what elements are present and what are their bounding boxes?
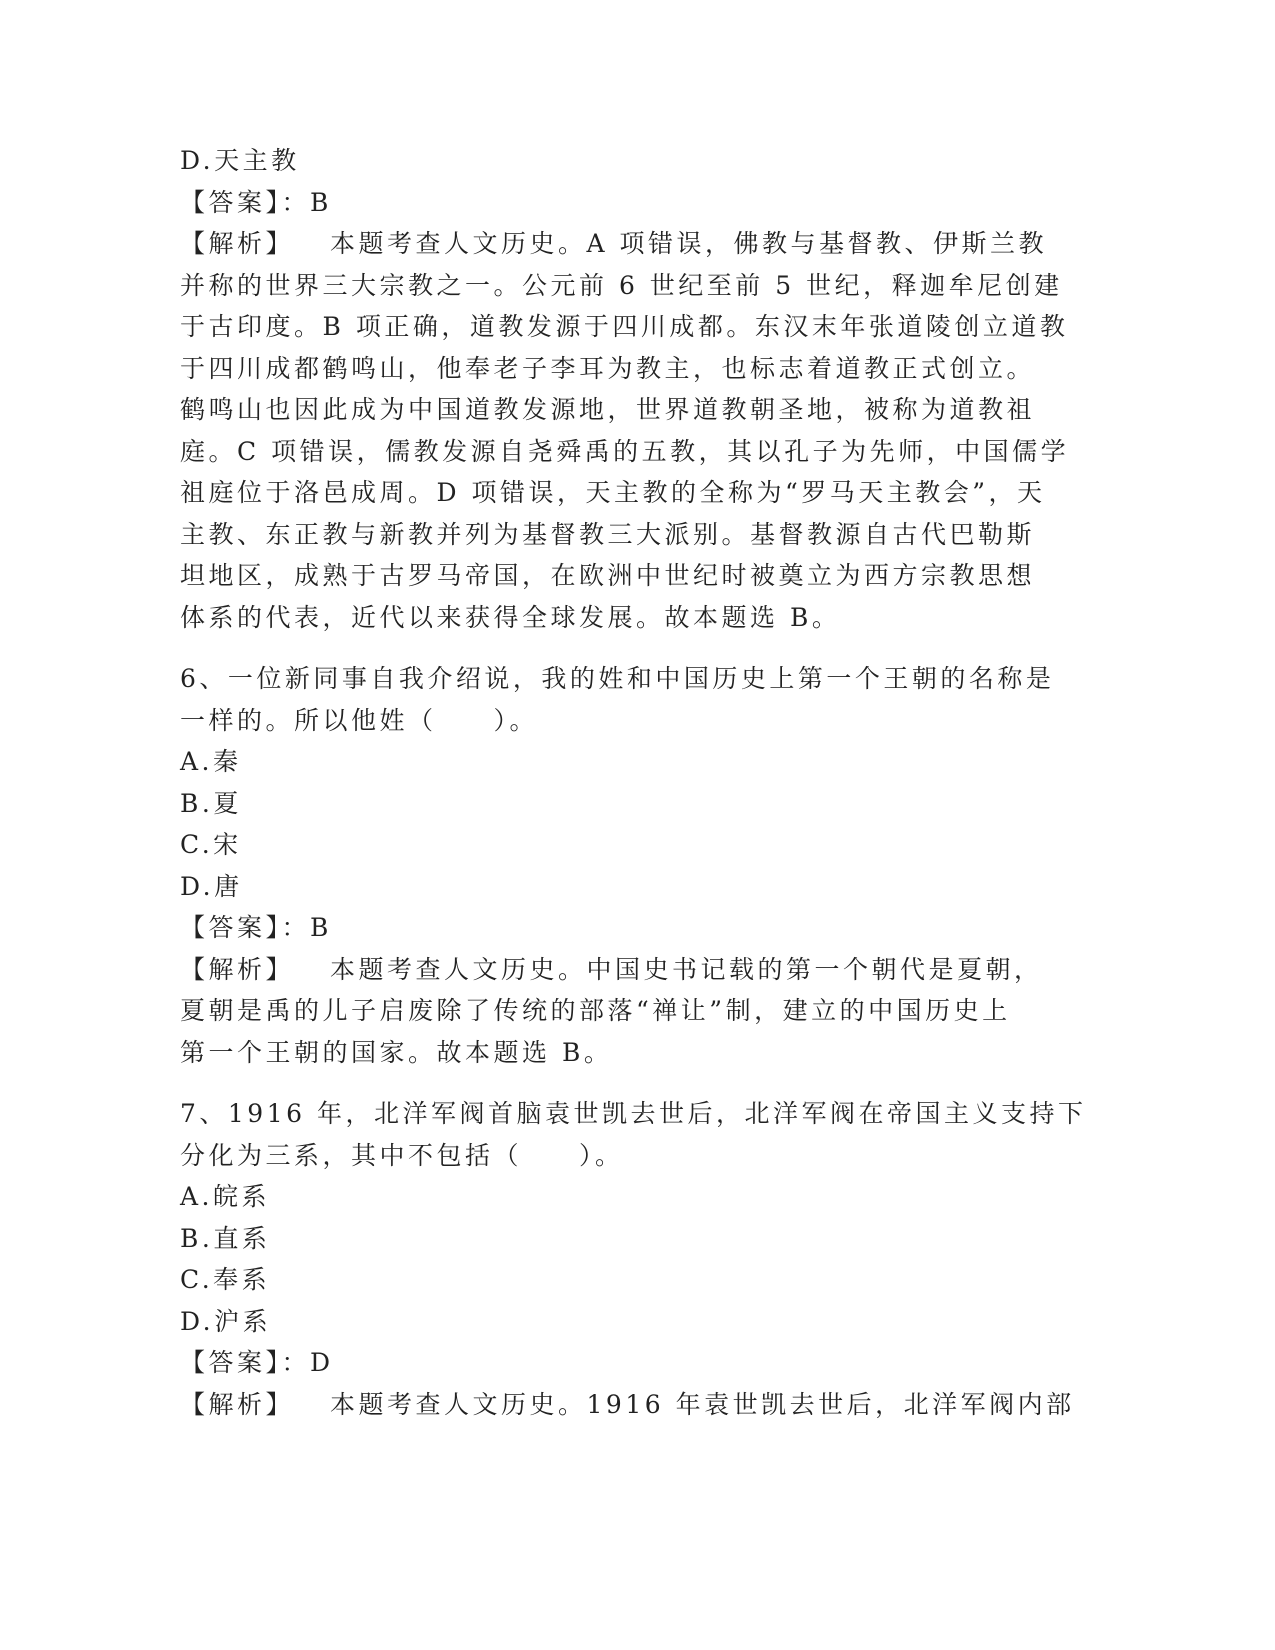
q7-answer-line — [180, 1342, 1040, 1384]
q5-analysis-line: 主教、东正教与新教并列为基督教三大派别。基督教源自古代巴勒斯 — [180, 519, 1036, 549]
q5-answer-tag: 【答案】 — [180, 187, 282, 217]
q6-question-line: 6、一位新同事自我介绍说，我的姓和中国历史上第一个王朝的名称是 — [180, 664, 1055, 693]
q6-answer-value: B — [310, 913, 332, 942]
q7-analysis — [180, 1384, 1075, 1426]
q5-answer-value: B — [310, 187, 332, 217]
q5-analysis-line: 庭。C 项错误，儒教发源自尧舜禹的五教，其以孔子为先师，中国儒学 — [180, 436, 1070, 466]
q6-answer-tag: 【答案】 — [180, 913, 282, 942]
q5-analysis-line: 体系的代表，近代以来获得全球发展。故本题选 B。 — [180, 602, 841, 632]
q6-option-c: C.宋 — [180, 830, 242, 859]
q6-analysis-tag: 【解析】 — [180, 954, 295, 984]
q5-analysis-line: 祖庭位于洛邑成周。D 项错误，天主教的全称为“罗马天主教会”，天 — [180, 478, 1046, 507]
q7-answer-value: D — [310, 1348, 334, 1377]
q6-answer-line — [180, 907, 1040, 949]
q6-question-line: 一样的。所以他姓（ ）。 — [180, 705, 539, 735]
q7-question-line: 7、1916 年，北洋军阀首脑袁世凯去世后，北洋军阀在帝国主义支持下 — [180, 1099, 1087, 1128]
q7-question — [180, 1093, 1087, 1176]
q6-option-a: A.秦 — [180, 747, 242, 776]
q7-option-b: B.直系 — [180, 1223, 271, 1253]
document-page — [180, 140, 1087, 1425]
q6-question — [180, 658, 1055, 741]
q5-analysis-line: 于四川成都鹤鸣山，他奉老子李耳为教主，也标志着道教正式创立。 — [180, 353, 1036, 383]
q6-option-d: D.唐 — [180, 871, 243, 901]
q5-analysis-line: 于古印度。B 项正确，道教发源于四川成都。东汉末年张道陵创立道教 — [180, 312, 1069, 341]
q6-analysis-line: 第一个王朝的国家。故本题选 B。 — [180, 1037, 613, 1067]
q5-answer-line — [180, 182, 1040, 224]
q7-question-line: 分化为三系，其中不包括（ ）。 — [180, 1140, 624, 1170]
q5-analysis-line: 坦地区，成熟于古罗马帝国，在欧洲中世纪时被奠立为西方宗教思想 — [180, 561, 1036, 590]
q7-analysis-tag: 【解析】 — [180, 1389, 295, 1419]
q5-analysis — [180, 223, 1070, 638]
q5-analysis-tag: 【解析】 — [180, 229, 295, 258]
q5-answer-sep: ： — [281, 187, 311, 217]
q7-analysis-line: 【解析】 本题考查人文历史。1916 年袁世凯去世后，北洋军阀内部 — [180, 1389, 1075, 1419]
q5-analysis-line: 并称的世界三大宗教之一。公元前 6 世纪至前 5 世纪，释迦牟尼创建 — [180, 270, 1063, 300]
q6-analysis-line: 【解析】 本题考查人文历史。中国史书记载的第一个朝代是夏朝， — [180, 954, 1043, 984]
q5-analysis-line: 【解析】 本题考查人文历史。A 项错误，佛教与基督教、伊斯兰教 — [180, 229, 1048, 258]
q5-option-d: D.天主教 — [180, 146, 300, 175]
q7-option-a: A.皖系 — [180, 1182, 271, 1211]
q6-analysis-line: 夏朝是禹的儿子启废除了传统的部落“禅让”制，建立的中国历史上 — [180, 996, 1011, 1025]
q6-option-b: B.夏 — [180, 788, 242, 818]
q5-analysis-line: 鹤鸣山也因此成为中国道教发源地，世界道教朝圣地，被称为道教祖 — [180, 395, 1036, 424]
q7-answer-sep: ： — [281, 1348, 311, 1377]
q7-option-c: C.奉系 — [180, 1265, 271, 1294]
q7-option-d: D.沪系 — [180, 1306, 272, 1336]
q7-answer-tag: 【答案】 — [180, 1348, 282, 1377]
q6-answer-sep: ： — [281, 913, 311, 942]
q6-analysis — [180, 949, 1043, 1074]
